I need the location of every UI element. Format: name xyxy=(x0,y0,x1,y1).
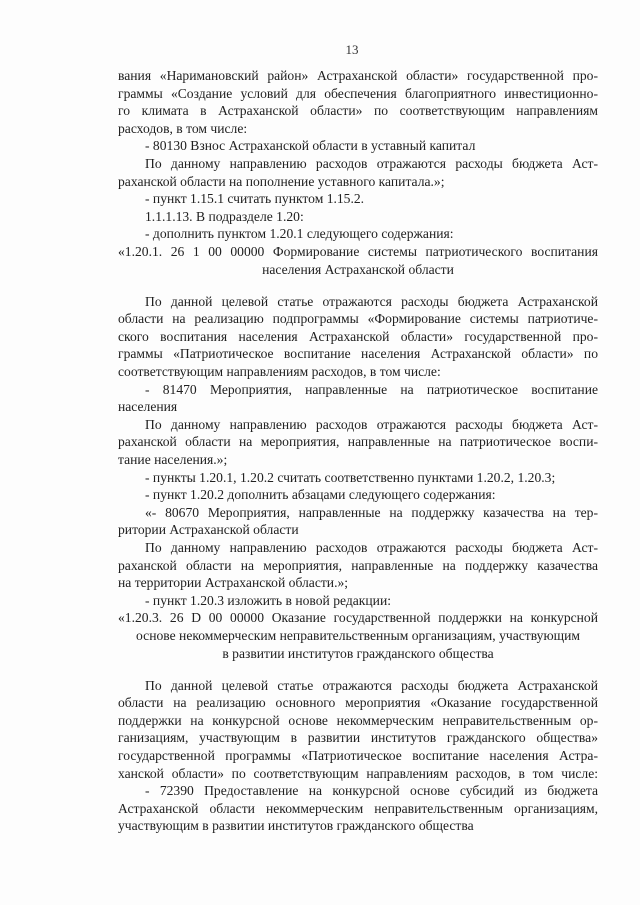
text-line: ритории Астраханской области xyxy=(118,522,299,538)
paragraph-first-line: По данной целевой статье отражаются расходы бюджета Астраханской xyxy=(145,677,598,693)
list-item-line: - пункт 1.20.2 дополнить абзацами следующего содержания: xyxy=(145,487,496,503)
text-line: тание населения.»; xyxy=(118,451,228,467)
paragraph-first-line: По данной целевой статье отражаются расходы бюджета Астраханской xyxy=(145,293,598,309)
text-line: граммы «Создание условий для обеспечения благоприятного инвестиционно- xyxy=(118,85,598,101)
text-line: населения xyxy=(118,399,178,415)
text-line: раханской области на мероприятия, направленные на патриотическое воспи- xyxy=(118,434,598,450)
section-heading-line: населения Астраханской области xyxy=(262,261,454,277)
paragraph-gap xyxy=(118,662,598,677)
text-line: ганизациям, участвующим в развитии институтов гражданского общества» xyxy=(118,730,598,746)
section-heading-line: «1.20.3. 26 D 00 00000 Оказание государственной поддержки на конкурсной xyxy=(118,610,598,626)
text-line: вания «Наримановский район» Астраханской области» государственной про- xyxy=(118,68,598,83)
list-item-line: «- 80670 Мероприятия, направленные на поддержку казачества на тер- xyxy=(145,504,598,520)
text-line: государственной программы «Патриотическое воспитание населения Астра- xyxy=(118,747,598,763)
text-line: области на реализацию основного мероприятия «Оказание государственной xyxy=(118,695,598,711)
text-line: на территории Астраханской области.»; xyxy=(118,575,349,591)
list-item-line: - дополнить пунктом 1.20.1 следующего содержания: xyxy=(145,226,454,242)
list-item-line: - 80130 Взнос Астраханской области в уставный капитал xyxy=(145,138,476,154)
document-body xyxy=(118,67,598,835)
text-line: ханской области» по соответствующим направлениям расходов, в том числе: xyxy=(118,765,598,781)
text-line: раханской области на мероприятия, направленные на поддержку казачества xyxy=(118,557,598,573)
text-line: ского воспитания населения Астраханской области» государственной про- xyxy=(118,328,598,344)
section-heading-line: основе некоммерческим неправительственным организациям, участвующим xyxy=(136,627,580,643)
page-number: 13 xyxy=(345,42,359,57)
text-line: раханской области на пополнение уставного капитала.»; xyxy=(118,173,445,189)
text-line: расходов, в том числе: xyxy=(118,120,248,136)
text-line: соответствующим направлениям расходов, в том числе: xyxy=(118,364,441,379)
list-item-line: - пункт 1.15.1 считать пунктом 1.15.2. xyxy=(145,191,365,207)
text-line: граммы «Патриотическое воспитание населения Астраханской области» по xyxy=(118,346,598,362)
list-item-line: - 72390 Предоставление на конкурсной основе субсидий из бюджета xyxy=(145,783,598,799)
text-line: Астраханской области некоммерческим неправительственным организациям, xyxy=(118,800,598,816)
paragraph-first-line: По данному направлению расходов отражаются расходы бюджета Аст- xyxy=(145,539,598,555)
list-item-line: - 81470 Мероприятия, направленные на патриотическое воспитание xyxy=(145,381,598,397)
subsection-line: 1.1.1.13. В подразделе 1.20: xyxy=(145,208,304,224)
list-item-line: - пункт 1.20.3 изложить в новой редакции: xyxy=(145,592,392,608)
text-line: го климата в Астраханской области» по соответствующим направлениям xyxy=(118,103,598,119)
section-heading-line: в развитии институтов гражданского общества xyxy=(222,645,494,661)
text-line: области на реализацию подпрограммы «Формирование системы патриотиче- xyxy=(118,311,598,327)
section-heading-line: «1.20.1. 26 1 00 00000 Формирование системы патриотического воспитания xyxy=(118,243,598,259)
paragraph-first-line: По данному направлению расходов отражаются расходы бюджета Аст- xyxy=(145,416,598,432)
text-line: участвующим в развитии институтов гражданского общества xyxy=(118,818,474,834)
paragraph-gap xyxy=(118,278,598,293)
text-line: поддержки на конкурсной основе некоммерческим неправительственным ор- xyxy=(118,712,598,728)
list-item-line: - пункты 1.20.1, 1.20.2 считать соответственно пунктами 1.20.2, 1.20.3; xyxy=(145,469,556,485)
paragraph-first-line: По данному направлению расходов отражаются расходы бюджета Аст- xyxy=(145,155,598,171)
